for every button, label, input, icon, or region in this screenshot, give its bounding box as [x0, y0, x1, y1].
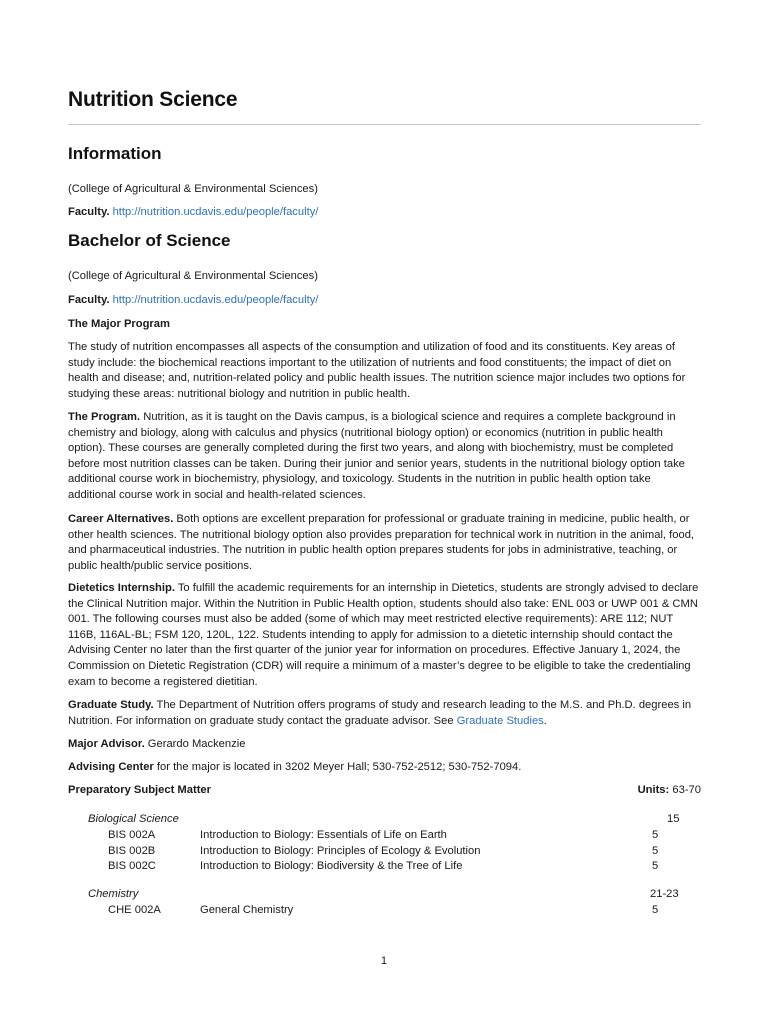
- faculty-link[interactable]: http://nutrition.ucdavis.edu/people/faculty/: [112, 294, 319, 306]
- career-label: Career Alternatives.: [68, 513, 174, 525]
- course-units: 5: [652, 829, 659, 841]
- major-program-heading: [68, 317, 701, 333]
- course-units: 5: [652, 904, 659, 916]
- course-code: BIS 002A: [108, 829, 156, 841]
- graduate-text: The Department of Nutrition offers programs of study and research leading to the M.S. and Ph.D. degrees in Nutrition. For information on graduate study contact the graduate advisor. See: [68, 699, 692, 727]
- advisor-paragraph: [68, 737, 701, 753]
- dietetics-label: Dietetics Internship.: [68, 582, 175, 594]
- graduate-studies-link[interactable]: Graduate Studies: [456, 714, 544, 727]
- course-code: BIS 002C: [108, 860, 156, 872]
- bachelor-heading: Bachelor of Science: [68, 231, 231, 250]
- dietetics-text: To fulfill the academic requirements for an internship in Dietetics, students are strongly advised to declare the Clinical Nutrition major. Within the Nutrition in Public Health option, students should also take: ENL 003 or UWP 001 & CMN 001. The following courses must also be added (some of which may meet restricted elective requirements): ARE 112; NUT 116B, 116AL-BL; FSM 120, 120L, 122. Students intending to apply for admission to a dietetic internship should contact the Advising Center no later than the first quarter of the junior year for information on procedures. Effective January 1, 2024, the Commission on Dietetic Registration (CDR) will require a minimum of a master’s degree to be eligible to take the credentialing exam to become a registered dietitian.: [68, 582, 699, 688]
- prep-units-value: 63-70: [672, 784, 701, 796]
- group-units: 15: [667, 813, 680, 825]
- course-title: General Chemistry: [200, 904, 294, 916]
- prep-units-label: Units:: [637, 784, 670, 796]
- bachelor-college: (College of Agricultural & Environmental Sciences): [68, 270, 318, 282]
- page-title: Nutrition Science: [68, 88, 238, 111]
- program-label: The Program.: [68, 411, 141, 423]
- program-paragraph: [68, 410, 701, 504]
- course-units: 5: [652, 860, 659, 872]
- title-divider: [68, 124, 701, 125]
- advisor-name: Gerardo Mackenzie: [147, 738, 246, 750]
- faculty-label: Faculty.: [68, 206, 110, 218]
- course-code: BIS 002B: [108, 845, 156, 857]
- course-title: Introduction to Biology: Essentials of Life on Earth: [200, 829, 447, 841]
- advising-text: for the major is located in 3202 Meyer Hall; 530-752-2512; 530-752-7094.: [156, 761, 522, 773]
- page-number: 1: [380, 955, 388, 967]
- prep-units: [638, 783, 701, 799]
- prep-header: [68, 783, 701, 799]
- bachelor-faculty: [68, 293, 701, 309]
- information-faculty: [68, 205, 701, 221]
- major-program-text: The study of nutrition encompasses all aspects of the consumption and utilization of food and its constituents. Key areas of study include: the biochemical reactions important to the utilization of nutrients and food constituents; the impact of diet on health and disease; and, nutrition-related policy and public health issues. The nutrition science major includes two options for studying these areas: nutritional biology and nutrition in public health.: [68, 341, 686, 400]
- graduate-end: .: [543, 714, 547, 727]
- course-units: 5: [652, 845, 659, 857]
- faculty-label: Faculty.: [68, 294, 110, 306]
- information-college: (College of Agricultural & Environmental Sciences): [68, 183, 318, 195]
- advising-label: Advising Center: [68, 761, 154, 773]
- graduate-label: Graduate Study.: [68, 699, 154, 711]
- graduate-paragraph: [68, 698, 701, 729]
- faculty-link[interactable]: http://nutrition.ucdavis.edu/people/faculty/: [112, 206, 319, 218]
- advising-paragraph: [68, 760, 701, 776]
- course-title: Introduction to Biology: Biodiversity & the Tree of Life: [200, 860, 463, 872]
- course-title: Introduction to Biology: Principles of Ecology & Evolution: [200, 845, 481, 857]
- career-paragraph: [68, 512, 701, 574]
- career-text: Both options are excellent preparation for professional or graduate training in medicine, public health, or other health sciences. The nutritional biology option also provides preparation for technical work in nutrition in the animal, food, and pharmaceutical industries. The nutrition in public health option prepares students for jobs in administrative, teaching, or public health/public service positions.: [68, 513, 695, 572]
- advisor-label: Major Advisor.: [68, 738, 145, 750]
- group-chemistry: Chemistry: [88, 888, 139, 900]
- prep-heading: Preparatory Subject Matter: [68, 784, 211, 796]
- program-text: Nutrition, as it is taught on the Davis campus, is a biological science and requires a complete background in chemistry and biology, along with calculus and physics (nutritional biology option) or economics (nutrition in public health option). These courses are generally completed during the first two years, and along with biochemistry, must be completed before most nutrition classes can be taken. During their junior and senior years, students in the nutritional biology option take additional course work in biochemistry, physiology, and toxicology. Students in the nutrition in public health option take additional course work in social and health-related sciences.: [68, 411, 685, 501]
- group-units: 21-23: [650, 888, 679, 900]
- group-biological-science: Biological Science: [88, 813, 179, 825]
- information-heading: Information: [68, 144, 162, 163]
- major-program-heading-text: The Major Program: [68, 318, 170, 330]
- dietetics-paragraph: [68, 581, 701, 690]
- course-code: CHE 002A: [108, 904, 161, 916]
